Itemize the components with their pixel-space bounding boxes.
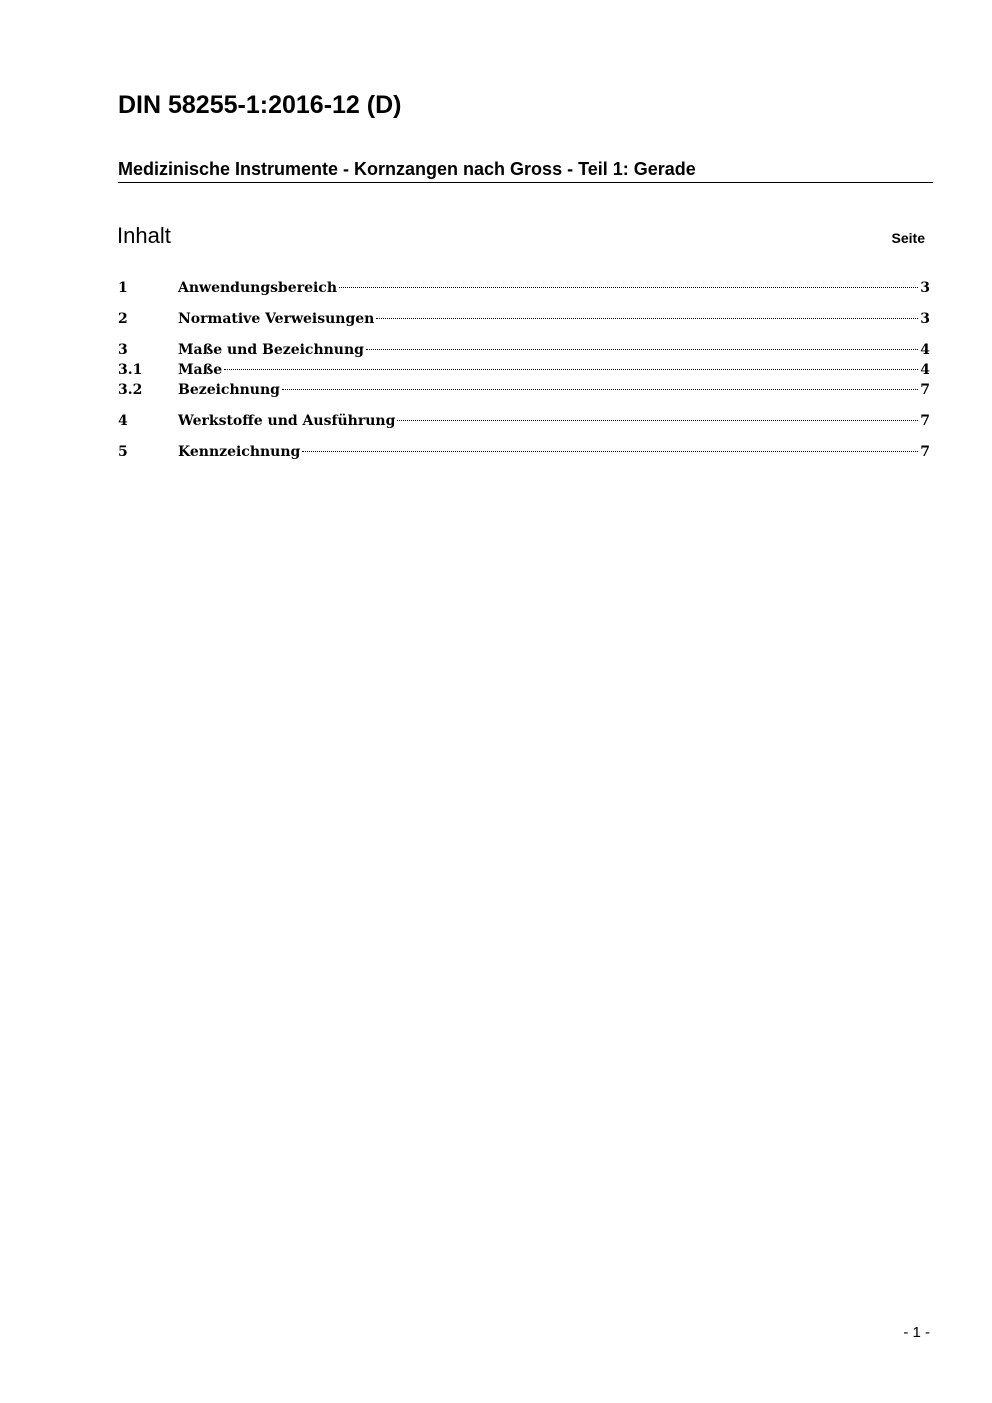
toc-entry-number: 1 — [118, 280, 128, 296]
toc-entry-page: 3 — [920, 280, 930, 296]
toc-entry-number: 2 — [118, 311, 128, 327]
toc-entry-page: 7 — [920, 444, 930, 460]
toc-heading: Inhalt — [117, 223, 171, 248]
toc-entry-3-1[interactable] — [118, 360, 930, 380]
toc-entry-title: Maße — [178, 362, 223, 378]
toc-entry-page: 7 — [920, 382, 930, 398]
toc-entry-number: 3 — [118, 342, 128, 358]
toc-dot-leader — [376, 318, 918, 319]
toc-entry-3-2[interactable] — [118, 380, 930, 400]
toc-entry-number: 5 — [118, 444, 128, 460]
toc-entry-page: 3 — [920, 311, 930, 327]
toc-entry-title: Kennzeichnung — [178, 444, 301, 460]
footer-page-number: - 1 - — [903, 1324, 930, 1341]
toc-entry-title: Anwendungsbereich — [178, 280, 337, 296]
toc-dot-leader — [397, 420, 918, 421]
toc-entry-4[interactable] — [118, 411, 930, 431]
toc-entry-title: Maße und Bezeichnung — [178, 342, 364, 358]
toc-entry-page: 4 — [920, 362, 930, 378]
toc-entry-title: Werkstoffe und Ausführung — [178, 413, 396, 429]
document-title: DIN 58255-1:2016-12 (D) — [118, 91, 402, 119]
document-subtitle: Medizinische Instrumente - Kornzangen nach Gross - Teil 1: Gerade — [118, 158, 933, 183]
toc-dot-leader — [339, 287, 918, 288]
toc-entry-title: Normative Verweisungen — [178, 311, 375, 327]
toc-entry-page: 4 — [920, 342, 930, 358]
toc-page-column-label: Seite — [891, 230, 925, 246]
toc-dot-leader — [224, 369, 918, 370]
toc-entry-1[interactable] — [118, 278, 930, 298]
toc-entry-3[interactable] — [118, 340, 930, 360]
table-of-contents — [118, 278, 930, 462]
toc-entry-2[interactable] — [118, 309, 930, 329]
toc-entry-page: 7 — [920, 413, 930, 429]
toc-entry-number: 4 — [118, 413, 128, 429]
toc-entry-5[interactable] — [118, 442, 930, 462]
toc-entry-number: 3.2 — [118, 382, 143, 398]
toc-dot-leader — [302, 451, 918, 452]
toc-dot-leader — [282, 389, 918, 390]
toc-entry-title: Bezeichnung — [178, 382, 280, 398]
toc-dot-leader — [366, 349, 918, 350]
toc-entry-number: 3.1 — [118, 362, 143, 378]
